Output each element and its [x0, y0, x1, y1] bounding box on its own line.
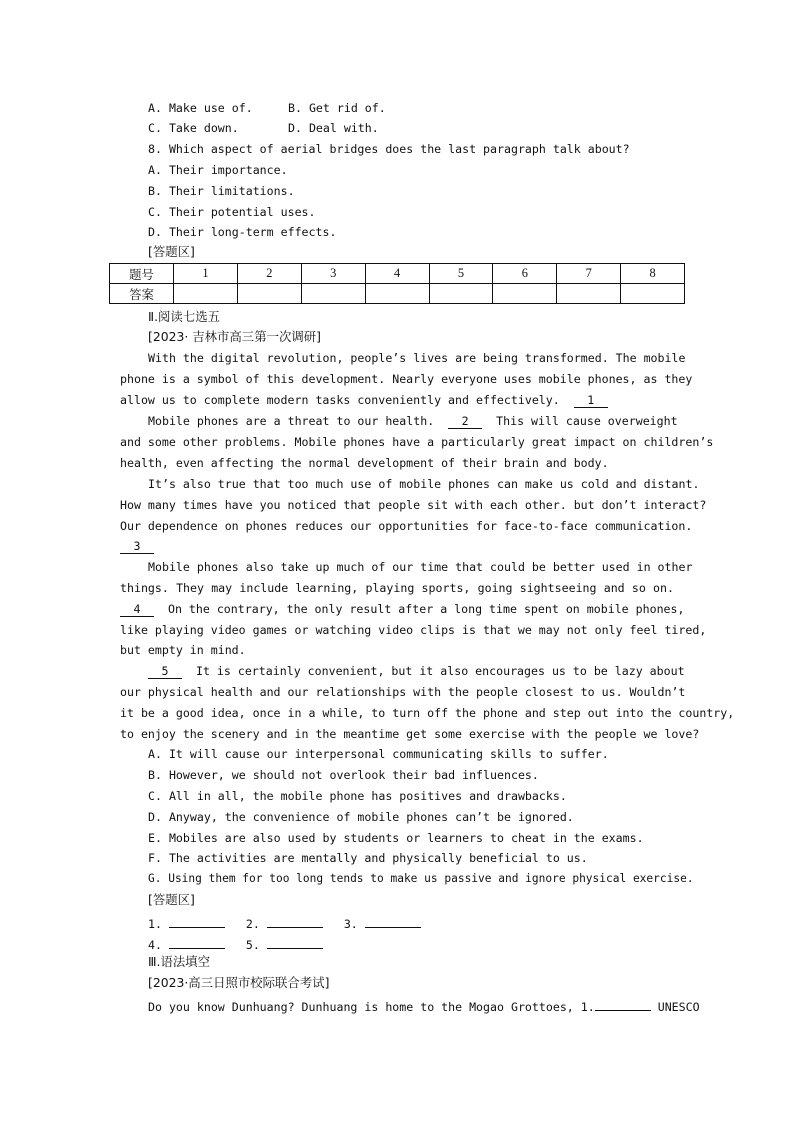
passage-line: things. They may include learning, playing sports, going sightseeing and so on.	[120, 581, 674, 595]
passage-text: allow us to complete modern tasks conveniently and effectively.	[120, 393, 560, 407]
answer-cell[interactable]	[493, 284, 557, 304]
q8-option-b: B. Their limitations.	[148, 184, 295, 198]
passage-text: It is certainly convenient, but it also encourages us to be lazy about	[195, 664, 685, 678]
q8-option-d: D. Their long-term effects.	[148, 225, 337, 239]
question-number: 6	[493, 264, 557, 284]
passage-line: With the digital revolution, people’s lives are being transformed. The mobile	[148, 351, 686, 365]
passage-text: Mobile phones are a threat to our health.	[148, 414, 435, 428]
passage-text: On the contrary, the only result after a long time spent on mobile phones,	[167, 602, 685, 616]
answer-cell[interactable]	[365, 284, 429, 304]
section-title: Ⅲ.语法填空	[148, 954, 211, 969]
option-f: F. The activities are mentally and physically beneficial to us.	[148, 851, 588, 865]
passage-line: and some other problems. Mobile phones have a particularly great impact on children’s	[120, 435, 714, 449]
q7-option-a: A. Make use of.	[148, 101, 253, 115]
passage-line: phone is a symbol of this development. Nearly everyone uses mobile phones, as they	[120, 372, 693, 386]
option-a: A. It will cause our interpersonal communicating skills to suffer.	[148, 747, 609, 761]
answer-cell[interactable]	[429, 284, 493, 304]
option-c: C. All in all, the mobile phone has positives and drawbacks.	[148, 789, 567, 803]
answer-blank-5[interactable]	[267, 934, 323, 949]
passage-line: but empty in mind.	[120, 643, 246, 657]
answer-cell[interactable]	[557, 284, 621, 304]
section-source: [2023·高三日照市校际联合考试]	[148, 975, 330, 990]
answer-number: 4.	[148, 938, 162, 952]
question-number: 3	[301, 264, 365, 284]
answer-table-answer-row	[110, 284, 685, 304]
blank-5[interactable]: 5	[148, 664, 182, 679]
blank-1[interactable]: 1	[574, 393, 608, 408]
answer-cell[interactable]	[174, 284, 238, 304]
q7-option-c: C. Take down.	[148, 121, 239, 135]
answer-line	[148, 934, 323, 953]
option-e: E. Mobiles are also used by students or learners to cheat in the exams.	[148, 831, 644, 845]
passage-line	[120, 601, 685, 617]
answer-number: 2.	[245, 917, 260, 931]
blank-2[interactable]: 2	[448, 414, 482, 429]
grammar-blank-1[interactable]	[595, 996, 651, 1011]
question-number: 5	[429, 264, 493, 284]
answer-table-number-row	[110, 264, 685, 284]
passage-line: like playing video games or watching video clips is that we may not only feel tired,	[120, 623, 707, 637]
q8-option-a: A. Their importance.	[148, 163, 288, 177]
passage-line: it be a good idea, once in a while, to turn off the phone and step out into the country,	[120, 706, 735, 720]
answer-number: 3.	[343, 917, 358, 931]
row-header-answer: 答案	[110, 284, 174, 304]
answer-line	[148, 913, 421, 932]
question-number: 8	[621, 264, 685, 284]
answer-area-label: [答题区]	[148, 892, 195, 907]
answer-cell[interactable]	[237, 284, 301, 304]
question-number: 1	[174, 264, 238, 284]
option-b: B. However, we should not overlook their bad influences.	[148, 768, 539, 782]
passage-line: our physical health and our relationships with the people closest to us. Wouldn’t	[120, 685, 686, 699]
passage-line: It’s also true that too much use of mobile phones can make us cold and distant.	[148, 477, 700, 491]
answer-number: 5.	[245, 938, 260, 952]
passage-text: UNESCO	[657, 1000, 700, 1014]
question-number: 4	[365, 264, 429, 284]
passage-line: Mobile phones also take up much of our time that could be better used in other	[148, 560, 693, 574]
answer-table	[109, 263, 685, 304]
section-title: Ⅱ.阅读七选五	[148, 309, 220, 324]
passage-line: to enjoy the scenery and in the meantime get some exercise with the people we love?	[120, 727, 700, 741]
question-number: 2	[237, 264, 301, 284]
answer-blank-3[interactable]	[365, 913, 421, 928]
passage-text: Do you know Dunhuang? Dunhuang is home to the Mogao Grottoes, 1.	[148, 1000, 595, 1014]
passage-text: This will cause overweight	[496, 414, 678, 428]
answer-area-label: [答题区]	[148, 244, 195, 259]
answer-cell[interactable]	[301, 284, 365, 304]
option-g: G. Using them for too long tends to make us passive and ignore physical exercise.	[148, 872, 694, 885]
section-source: [2023· 吉林市高三第一次调研]	[148, 329, 321, 344]
q7-option-d: D. Deal with.	[288, 121, 379, 135]
answer-blank-2[interactable]	[267, 913, 323, 928]
passage-line: How many times have you noticed that people sit with each other. but don’t interact?	[120, 498, 707, 512]
option-d: D. Anyway, the convenience of mobile phones can’t be ignored.	[148, 810, 574, 824]
blank-3[interactable]: 3	[120, 539, 154, 554]
answer-blank-4[interactable]	[169, 934, 225, 949]
passage-line: health, even affecting the normal development of their brain and body.	[120, 456, 609, 470]
q7-option-b: B. Get rid of.	[288, 101, 386, 115]
blank-4[interactable]: 4	[120, 602, 154, 617]
question-number: 7	[557, 264, 621, 284]
passage-line	[120, 538, 154, 554]
q8-option-c: C. Their potential uses.	[148, 205, 316, 219]
answer-blank-1[interactable]	[169, 913, 225, 928]
passage-line	[148, 413, 678, 429]
passage-line	[148, 663, 685, 679]
q8-stem: 8. Which aspect of aerial bridges does the last paragraph talk about?	[148, 142, 630, 156]
row-header-number: 题号	[110, 264, 174, 284]
passage-line	[120, 392, 608, 408]
answer-number: 1.	[148, 917, 162, 931]
answer-cell[interactable]	[621, 284, 685, 304]
passage-line: Our dependence on phones reduces our opportunities for face-to-face communication.	[120, 519, 693, 533]
passage-line	[148, 996, 700, 1015]
